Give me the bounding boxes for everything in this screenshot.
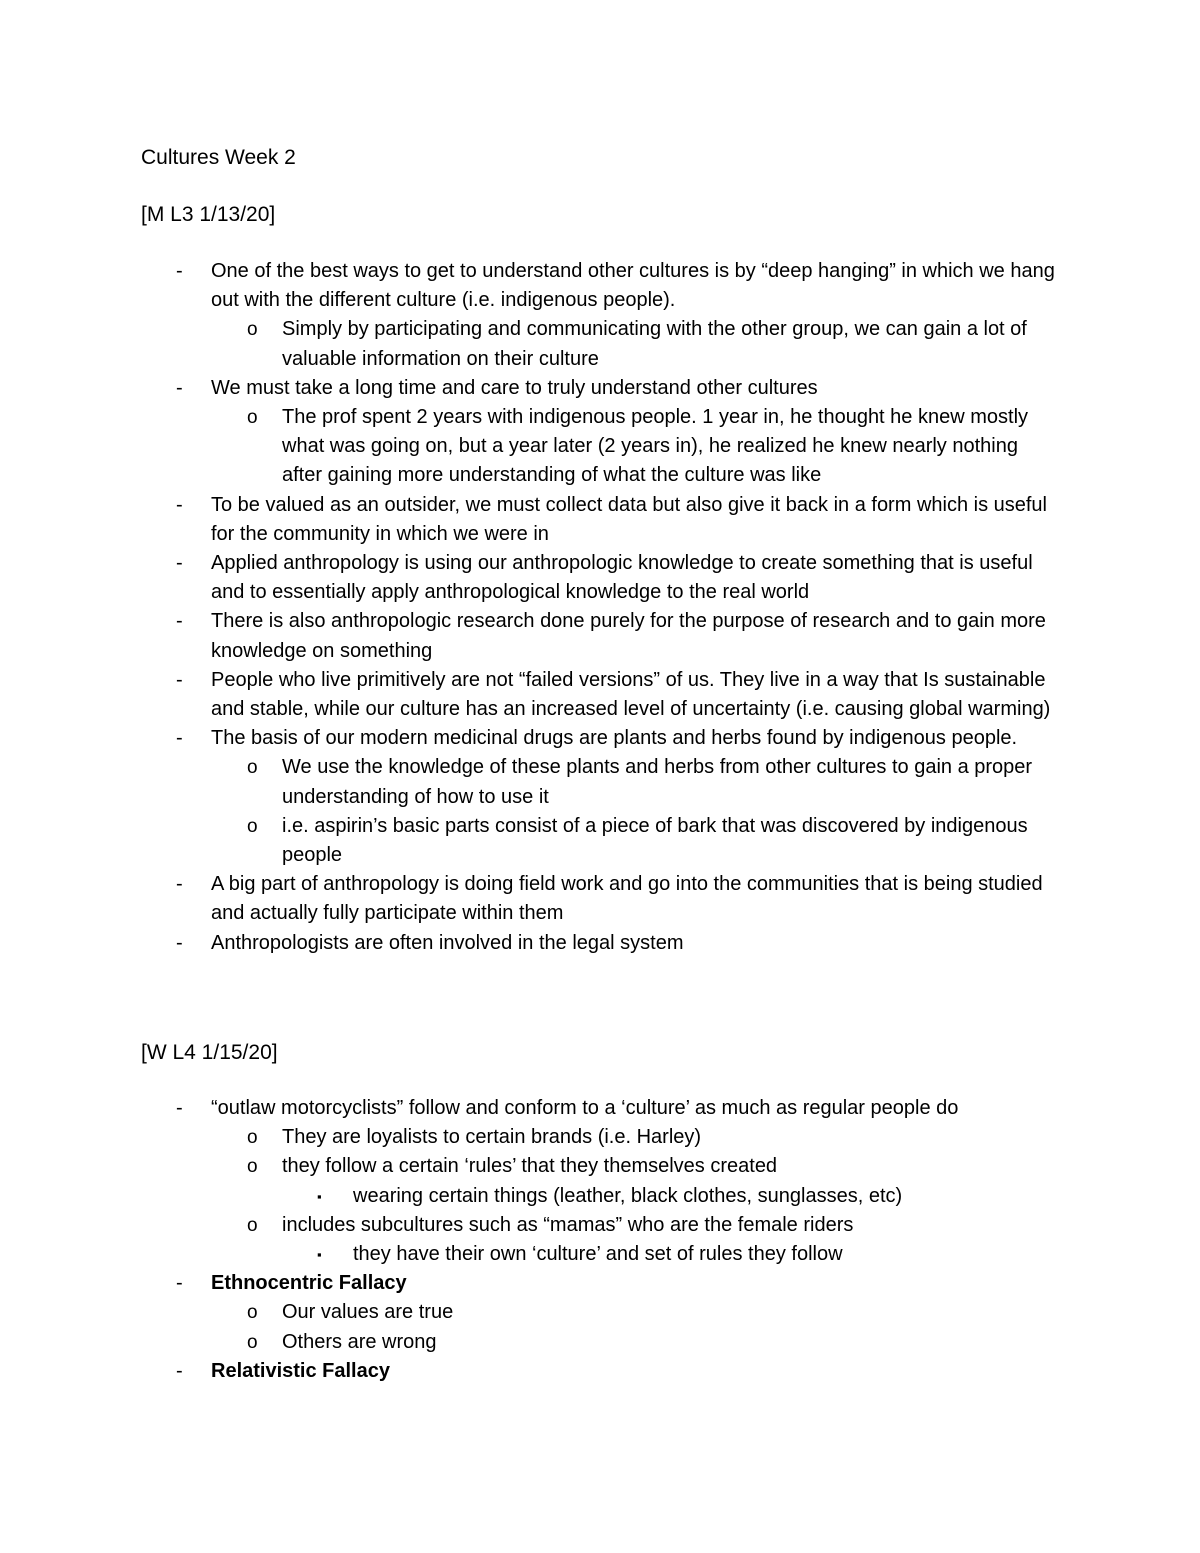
dash-bullet-icon: -	[176, 1272, 183, 1295]
bullet-text: They are loyalists to certain brands (i.e. Harley)	[282, 1126, 702, 1149]
bullet-text: wearing certain things (leather, black clothes, sunglasses, etc)	[353, 1184, 903, 1207]
section-header-lecture-3: [M L3 1/13/20]	[141, 203, 276, 226]
dash-bullet-icon: -	[176, 668, 183, 691]
bullet-item	[0, 257, 1061, 315]
sub-sub-bullet-item	[0, 1182, 1053, 1211]
dash-bullet-icon: -	[176, 873, 183, 896]
sub-bullet-item	[0, 753, 1062, 811]
dash-bullet-icon: -	[176, 1097, 183, 1119]
bullet-text: they have their own ‘culture’ and set of rules they follow	[353, 1243, 843, 1266]
bullet-text: Simply by participating and communicating with the other group, we can gain a lot of valuable information on their culture	[282, 318, 1027, 370]
bullet-text: i.e. aspirin’s basic parts consist of a piece of bark that was discovered by indigenous people	[282, 814, 1028, 867]
bullet-text: Ethnocentric Fallacy	[211, 1272, 407, 1295]
bullet-text: Anthropologists are often involved in the legal system	[211, 931, 684, 954]
circle-bullet-icon: o	[247, 407, 258, 429]
bullet-item	[0, 870, 1061, 928]
sub-sub-bullet-item	[0, 1240, 1053, 1269]
sub-bullet-item	[0, 1211, 1062, 1240]
bullet-text: The prof spent 2 years with indigenous people. 1 year in, he thought he knew mostly what was going on, but a year later (2 years in), he realized he knew nearly nothing after gaining more understanding of what the culture was like	[282, 406, 1029, 487]
dash-bullet-icon: -	[176, 260, 183, 282]
dash-bullet-icon: -	[176, 610, 183, 633]
sub-bullet-item	[0, 812, 1062, 870]
bullet-item	[0, 491, 1061, 549]
bullet-text: A big part of anthropology is doing field work and go into the communities that is being studied and actually fully participate within them	[211, 873, 1043, 925]
square-bullet-icon: ▪	[317, 1188, 322, 1204]
sub-bullet-item	[0, 1328, 1062, 1357]
circle-bullet-icon: o	[247, 1302, 258, 1324]
sub-bullet-item	[0, 1298, 1062, 1327]
lecture-3-notes-list	[0, 257, 1200, 958]
bullet-text: We use the knowledge of these plants and herbs from other cultures to gain a proper understanding of how to use it	[282, 756, 1033, 808]
bullet-item	[0, 929, 1061, 958]
bullet-text: Our values are true	[282, 1301, 454, 1324]
lecture-4-notes-list	[0, 1094, 1200, 1386]
bullet-item	[0, 666, 1061, 724]
square-bullet-icon: ▪	[317, 1247, 322, 1263]
sub-bullet-item	[0, 315, 1062, 373]
bullet-item	[0, 1269, 1061, 1298]
dash-bullet-icon: -	[176, 376, 183, 399]
sub-bullet-item	[0, 403, 1062, 491]
sub-bullet-item	[0, 1123, 1062, 1152]
bullet-text: People who live primitively are not “failed versions” of us. They live in a way that Is sustainable and stable, while our culture has an increased level of uncertainty (i.e. causing global warming)	[211, 668, 1051, 721]
circle-bullet-icon: o	[247, 1214, 258, 1236]
bullet-item	[0, 724, 1061, 753]
bullet-item	[0, 1357, 1061, 1386]
bullet-text: We must take a long time and care to truly understand other cultures	[211, 376, 818, 399]
sub-bullet-item	[0, 1152, 1062, 1181]
bullet-item	[0, 607, 1061, 665]
circle-bullet-icon: o	[247, 1156, 258, 1178]
bullet-text: “outlaw motorcyclists” follow and conform to a ‘culture’ as much as regular people do	[211, 1097, 959, 1119]
circle-bullet-icon: o	[247, 757, 258, 779]
bullet-text: Others are wrong	[282, 1330, 437, 1353]
bullet-text: There is also anthropologic research done purely for the purpose of research and to gain more knowledge on something	[211, 610, 1046, 662]
dash-bullet-icon: -	[176, 931, 183, 954]
bullet-text: The basis of our modern medicinal drugs are plants and herbs found by indigenous people.	[211, 727, 1018, 750]
section-header-lecture-4: [W L4 1/15/20]	[141, 1041, 278, 1064]
circle-bullet-icon: o	[247, 1331, 258, 1353]
bullet-item	[0, 549, 1061, 607]
circle-bullet-icon: o	[247, 1127, 258, 1149]
dash-bullet-icon: -	[176, 493, 183, 516]
dash-bullet-icon: -	[176, 552, 183, 575]
bullet-text: Applied anthropology is using our anthropologic knowledge to create something that is useful and to essentially apply anthropological knowledge to the real world	[211, 552, 1033, 604]
bullet-item	[0, 374, 1061, 403]
circle-bullet-icon: o	[247, 815, 258, 837]
bullet-text: they follow a certain ‘rules’ that they themselves created	[282, 1155, 778, 1178]
bullet-text: To be valued as an outsider, we must collect data but also give it back in a form which is useful for the community in which we were in	[211, 493, 1047, 545]
dash-bullet-icon: -	[176, 727, 183, 750]
bullet-text: One of the best ways to get to understand other cultures is by “deep hanging” in which we hang out with the different culture (i.e. indigenous people).	[211, 260, 1055, 312]
bullet-text: includes subcultures such as “mamas” who are the female riders	[282, 1213, 854, 1236]
bullet-item	[0, 1094, 1061, 1123]
circle-bullet-icon: o	[247, 319, 258, 341]
dash-bullet-icon: -	[176, 1359, 183, 1382]
document-title: Cultures Week 2	[141, 146, 296, 169]
bullet-text: Relativistic Fallacy	[211, 1359, 390, 1382]
